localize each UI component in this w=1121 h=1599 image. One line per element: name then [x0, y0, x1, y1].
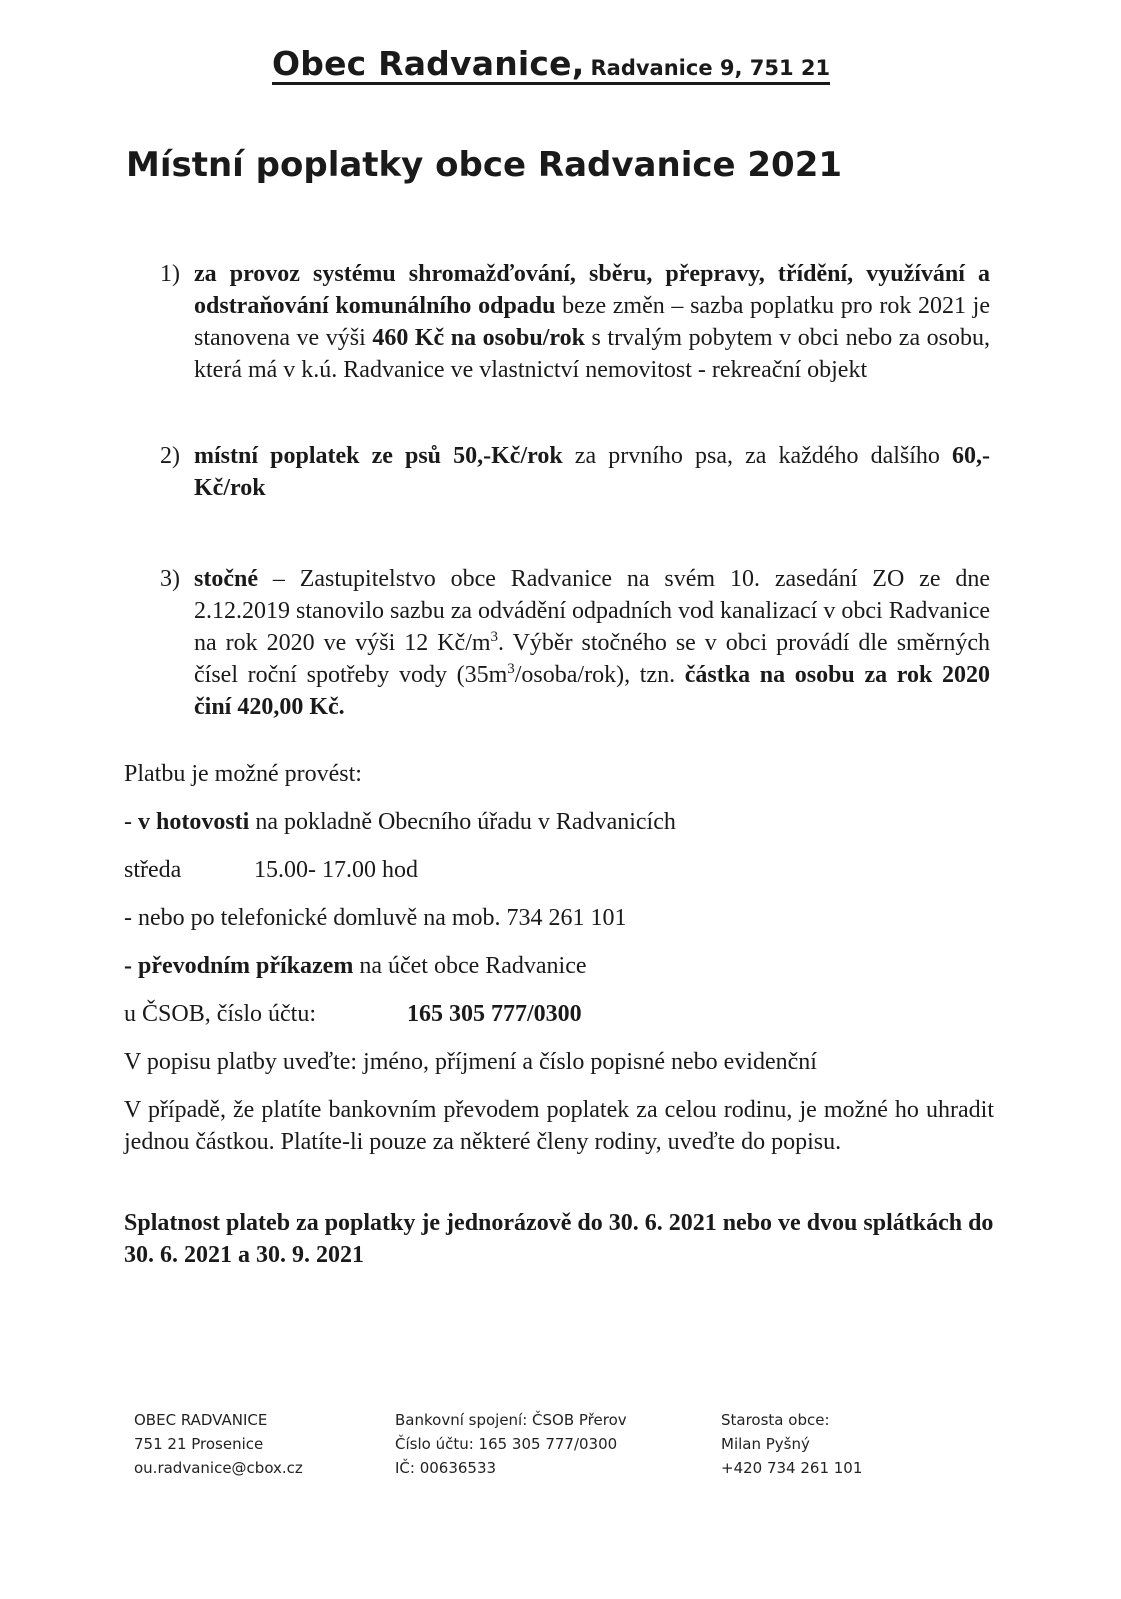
footer-email: ou.radvanice@cbox.cz: [134, 1459, 303, 1477]
footer-line: Milan Pyšný: [721, 1435, 810, 1453]
item-number: 2): [160, 443, 180, 469]
item-text: [194, 563, 990, 723]
bank-label: u ČSOB, číslo účtu:: [124, 1001, 317, 1027]
cash-prefix: -: [124, 809, 138, 835]
item-number: 1): [160, 261, 180, 287]
item-plain: za prvního psa, za každého dalšího: [562, 443, 952, 469]
payment-due-date: Splatnost plateb za poplatky je jednorázově do 30. 6. 2021 nebo ve dvou splátkách do 30. 6. 2021 a 30. 9. 2021: [124, 1210, 994, 1268]
org-name: Obec Radvanice,: [272, 44, 585, 83]
item-bold-amount: 60,-Kč/rok: [194, 443, 990, 501]
footer-phone: +420 734 261 101: [721, 1459, 863, 1477]
payment-phone: - nebo po telefonické domluvě na mob. 734 261 101: [124, 905, 627, 931]
payment-intro: Platbu je možné provést:: [124, 761, 362, 787]
office-day: středa: [124, 857, 182, 883]
document-title: Místní poplatky obce Radvanice 2021: [126, 145, 843, 185]
bank-account-row: [124, 998, 582, 1030]
footer-line: Číslo účtu: 165 305 777/0300: [395, 1435, 618, 1453]
item-text: [194, 258, 990, 386]
item-plain: beze změn – sazba poplatku pro rok 2021 je stanovena ve výši: [194, 293, 990, 351]
transfer-text: na účet obce Radvanice: [353, 953, 587, 979]
footer-mayor: [721, 1408, 862, 1480]
item-plain: . Výběr stočného se v obci provádí dle směrných čísel roční spotřeby vody (35m: [194, 630, 991, 688]
footer-bank: [395, 1408, 627, 1480]
footer-line: 751 21 Prosenice: [134, 1435, 264, 1453]
transfer-bold: - převodním příkazem: [124, 953, 354, 979]
org-address: Radvanice 9, 751 21: [590, 56, 831, 80]
item-bold: stočné: [194, 566, 258, 592]
cash-text: na pokladně Obecního úřadu v Radvanicích: [249, 809, 676, 835]
item-number: 3): [160, 566, 180, 592]
office-time: 15.00- 17.00 hod: [254, 857, 418, 883]
office-hours: [124, 854, 418, 886]
footer-line: IČ: 00636533: [395, 1459, 497, 1477]
cash-bold: v hotovosti: [138, 809, 250, 835]
payment-description: V popisu platby uveďte: jméno, příjmení a číslo popisné nebo evidenční: [124, 1049, 817, 1075]
superscript: 3: [507, 661, 515, 677]
item-bold: místní poplatek ze psů 50,-Kč/rok: [194, 443, 563, 469]
item-plain: /osoba/rok), tzn.: [514, 662, 685, 688]
item-plain: s trvalým pobytem v obci nebo za osobu, která má v k.ú. Radvanice ve vlastnictví nemovitost - rekreační objekt: [194, 325, 991, 383]
payment-transfer: [124, 950, 994, 982]
letterhead: [272, 46, 830, 85]
item-plain: – Zastupitelstvo obce Radvanice na svém 10. zasedání ZO ze dne 2.12.2019 stanovilo sazbu za odvádění odpadních vod kanalizací v obci Radvanice na rok 2020 ve výši 12 Kč/m: [194, 566, 990, 656]
payment-cash: [124, 806, 994, 838]
bank-account-number: 165 305 777/0300: [407, 1001, 582, 1027]
fee-item-dogs: [160, 440, 1010, 504]
superscript: 3: [490, 629, 499, 645]
item-text: [194, 440, 990, 504]
item-bold: za provoz systému shromažďování, sběru, přepravy, třídění, využívání a odstraňování komunálního odpadu: [194, 261, 990, 319]
payment-family: V případě, že platíte bankovním převodem poplatek za celou rodinu, je možné ho uhradit jednou částkou. Platíte-li pouze za některé členy rodiny, uveďte do popisu.: [124, 1097, 994, 1155]
item-bold-amount: 460 Kč na osobu/rok: [372, 325, 585, 351]
footer-line: Bankovní spojení: ČSOB Přerov: [395, 1411, 627, 1429]
footer-line: Starosta obce:: [721, 1411, 830, 1429]
fee-item-waste: [160, 258, 1010, 386]
footer-line: OBEC RADVANICE: [134, 1411, 268, 1429]
footer-address: [134, 1408, 303, 1480]
fee-item-sewage: [160, 563, 1010, 723]
item-bold-amount: částka na osobu za rok 2020 činí 420,00 Kč.: [194, 662, 990, 720]
